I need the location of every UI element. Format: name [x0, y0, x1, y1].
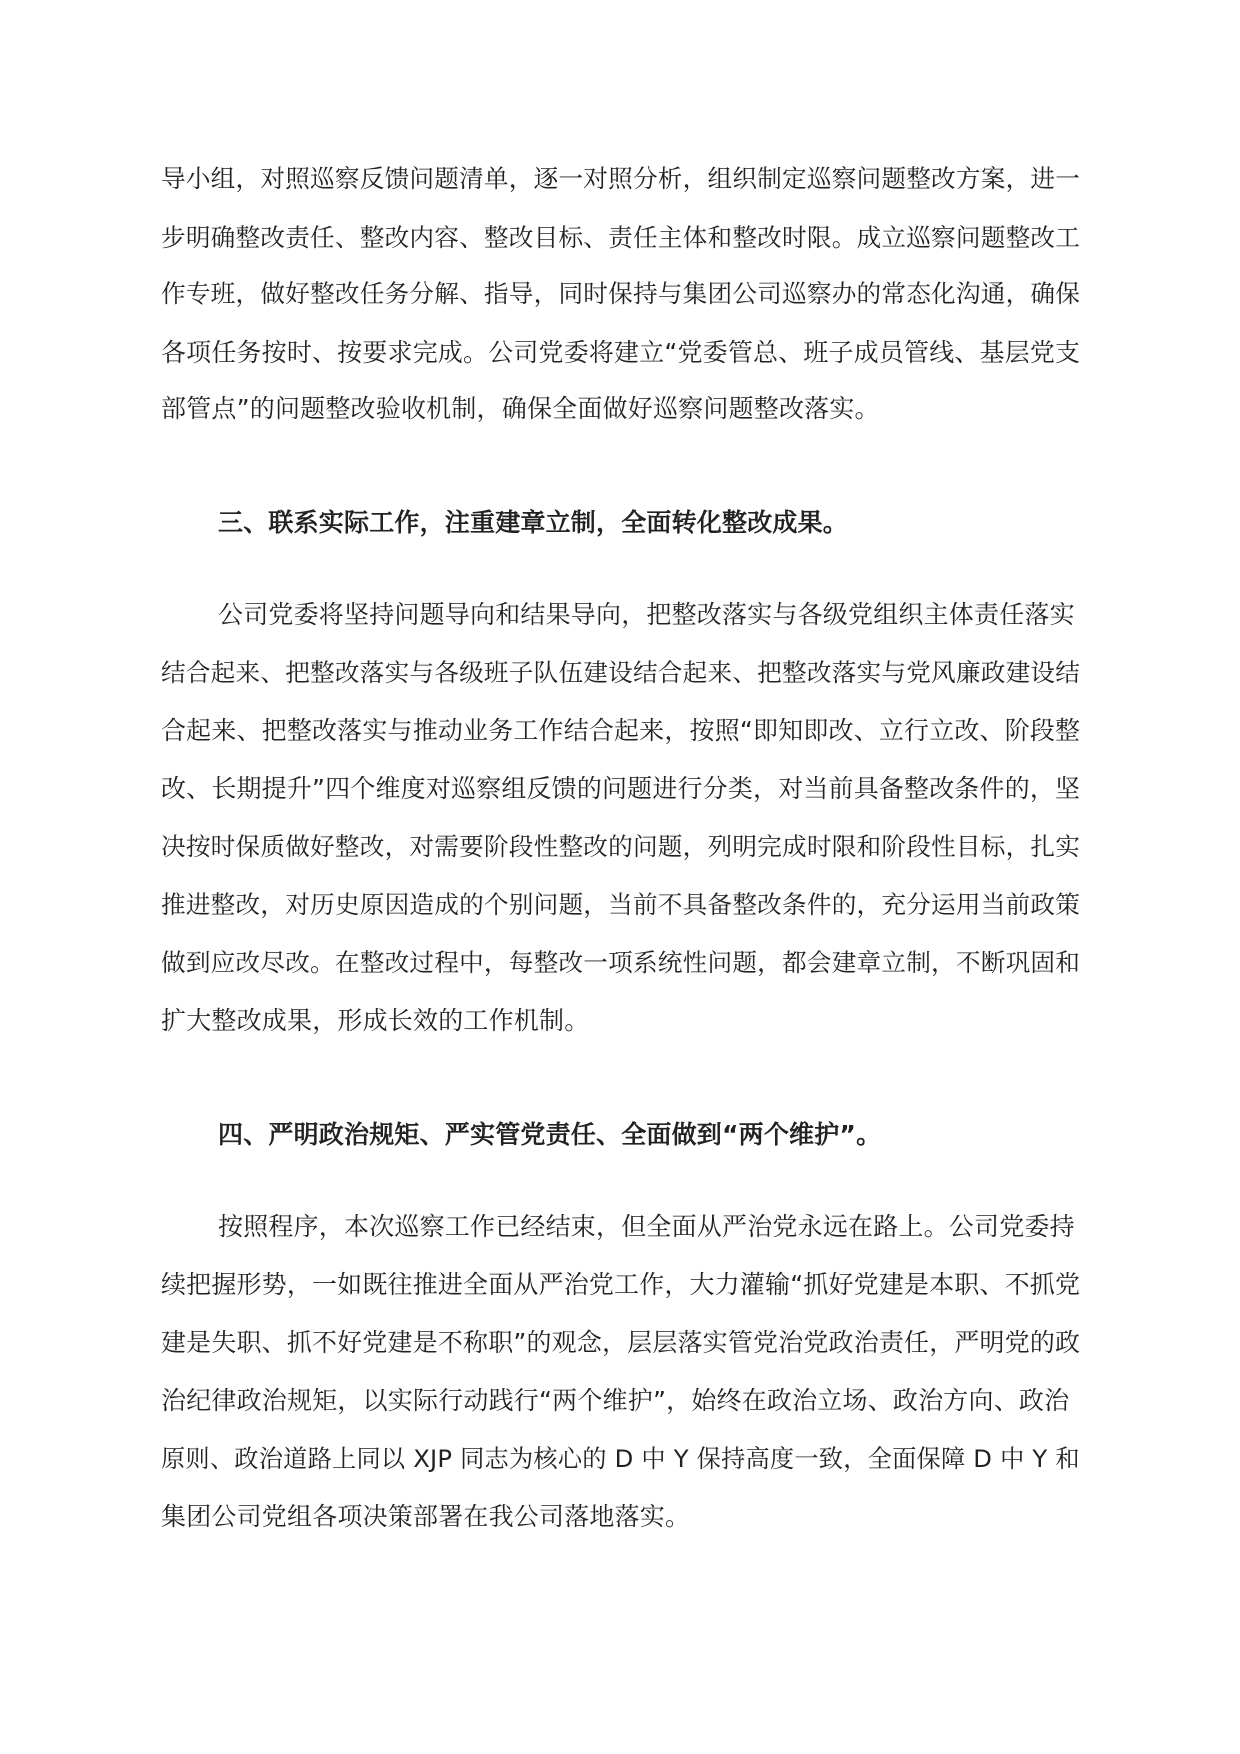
- paragraph-line: 推进整改，对历史原因造成的个别问题，当前不具备整改条件的，充分运用当前政策: [161, 890, 1081, 919]
- section-heading-3: 三、联系实际工作，注重建章立制，全面转化整改成果。: [218, 508, 849, 537]
- paragraph-line: 步明确整改责任、整改内容、整改目标、责任主体和整改时限。成立巡察问题整改工: [161, 223, 1081, 252]
- paragraph-line: 做到应改尽改。在整改过程中，每整改一项系统性问题，都会建章立制，不断巩固和: [161, 948, 1081, 977]
- paragraph-line: 导小组，对照巡察反馈问题清单，逐一对照分析，组织制定巡察问题整改方案，进一: [161, 164, 1081, 193]
- paragraph-line: 原则、政治道路上同以 XJP 同志为核心的 D 中 Y 保持高度一致，全面保障 D 中 Y 和: [161, 1444, 1080, 1473]
- paragraph-line: 集团公司党组各项决策部署在我公司落地落实。: [161, 1502, 691, 1531]
- paragraph-line: 改、长期提升”四个维度对巡察组反馈的问题进行分类，对当前具备整改条件的，坚: [161, 774, 1081, 803]
- paragraph-line: 决按时保质做好整改，对需要阶段性整改的问题，列明完成时限和阶段性目标，扎实: [161, 832, 1081, 861]
- paragraph-line: 治纪律政治规矩，以实际行动践行“两个维护”，始终在政治立场、政治方向、政治: [161, 1386, 1070, 1415]
- paragraph-line: 按照程序，本次巡察工作已经结束，但全面从严治党永远在路上。公司党委持: [218, 1212, 1075, 1241]
- paragraph-line: 公司党委将坚持问题导向和结果导向，把整改落实与各级党组织主体责任落实: [218, 600, 1075, 629]
- paragraph-line: 各项任务按时、按要求完成。公司党委将建立“党委管总、班子成员管线、基层党支: [161, 338, 1081, 367]
- paragraph-line: 结合起来、把整改落实与各级班子队伍建设结合起来、把整改落实与党风廉政建设结: [161, 658, 1081, 687]
- paragraph-line: 续把握形势，一如既往推进全面从严治党工作，大力灌输“抓好党建是本职、不抓党: [161, 1270, 1081, 1299]
- paragraph-line: 合起来、把整改落实与推动业务工作结合起来，按照“即知即改、立行立改、阶段整: [161, 716, 1081, 745]
- section-heading-4: 四、严明政治规矩、严实管党责任、全面做到“两个维护”。: [218, 1120, 882, 1149]
- paragraph-line: 扩大整改成果，形成长效的工作机制。: [161, 1006, 590, 1035]
- paragraph-line: 建是失职、抓不好党建是不称职”的观念，层层落实管党治党政治责任，严明党的政: [161, 1328, 1081, 1357]
- paragraph-line: 作专班，做好整改任务分解、指导，同时保持与集团公司巡察办的常态化沟通，确保: [161, 279, 1081, 308]
- paragraph-line: 部管点”的问题整改验收机制，确保全面做好巡察问题整改落实。: [161, 394, 880, 423]
